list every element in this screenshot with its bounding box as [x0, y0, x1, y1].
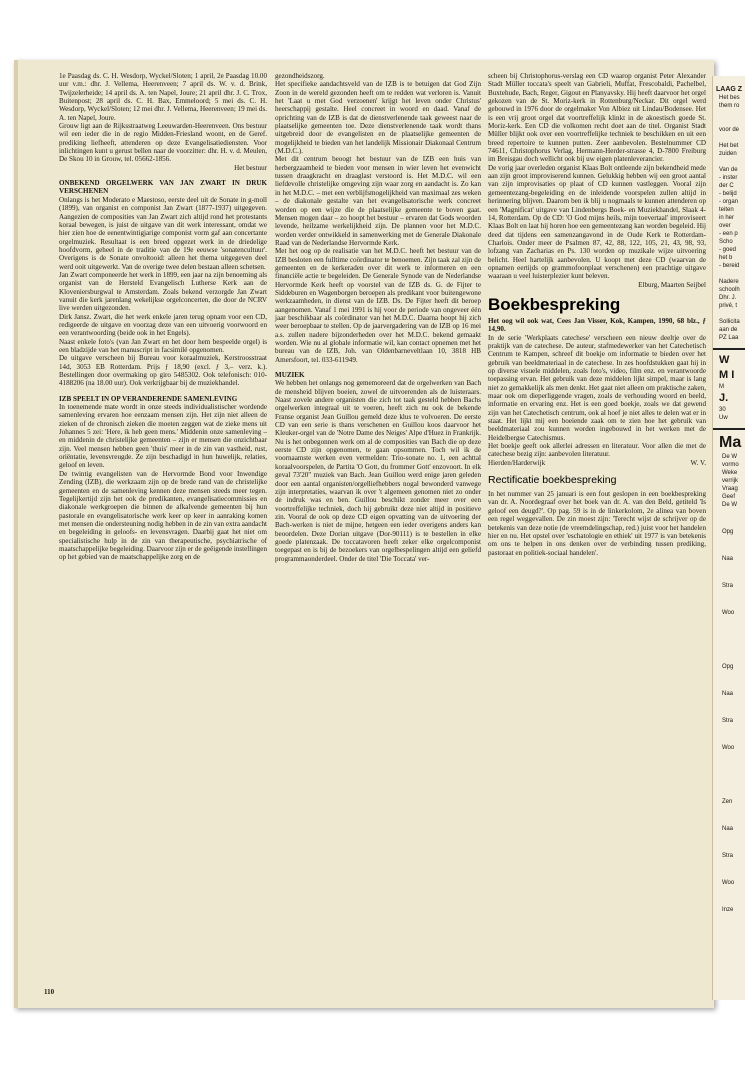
stub-line: Stra [722, 718, 734, 724]
stub-box-line: W [719, 354, 730, 366]
stub-line: privé, t [719, 303, 738, 309]
paragraph: Met dit centrum beoogt het bestuur van de IZB een huis van herbergzaamheid te bieden voor mensen in wier leven het evenwicht tussen draagkracht en draaglast verstoord is. Het M.D.C. wil een liefdevolle christelijke omgeving zijn waar zorg en aandacht is. Zo kan in het M.D.C. – met een verblijfsmogelijkheid van maximaal zes weken – de diakonale gestalte van het evangelisatorische werk concreet worden op een wijze die de plaatselijke gemeente te boven gaat. Mensen mogen daar – zo hoopt het bestuur – ervaren dat Gods woorden levende, heilzame werkelijkheid zijn. De plannen voor het M.D.C. worden verder ontwikkeld in samenwerking met de Generale Diakonale Raad van de Nederlandse Hervormde Kerk. [275, 155, 481, 247]
stub-line: Weke [722, 470, 738, 476]
stub-line: Opg [722, 529, 734, 535]
stub-line [716, 110, 745, 118]
stub-box [713, 348, 745, 422]
stub-text [713, 94, 745, 342]
stub-line [719, 627, 745, 654]
stub-line [719, 762, 745, 789]
stub-line: - goed [719, 247, 737, 253]
stub-line: Van de [719, 167, 738, 173]
stub-box-line: M I [719, 369, 735, 381]
stub-line: - inster [719, 175, 738, 181]
stub-line: Vraag [722, 486, 738, 492]
stub-line: De W [722, 454, 737, 460]
stub-line: Zen [722, 799, 733, 805]
adjacent-page-edge [712, 76, 745, 1000]
stub-form-labels [716, 519, 745, 924]
stub-box-small: 30 [719, 407, 726, 413]
stub-line: Inze [722, 907, 734, 913]
signature: Het bestuur [234, 163, 267, 172]
stub-line: Dhr. J. [719, 295, 737, 301]
stub-line: Opg [722, 664, 734, 670]
stub-line: - bereid [719, 263, 740, 269]
stub-line: Sollicita [719, 319, 740, 325]
stub-line: het b [719, 255, 733, 261]
stub-box-small: Uw [719, 415, 728, 421]
stub-box [713, 428, 745, 924]
paragraph: Dirk Jansz. Zwart, die het werk enkele jaren terug opnam voor een CD, redigeerde de uitgave en voorzag deze van een uitvoerig voorwoord en een verantwoording (beide ook in het Engels). [59, 312, 267, 338]
stub-line: Nadere [719, 279, 739, 285]
paragraph: gezondheidszorg. [275, 72, 325, 80]
stub-line: aan de [719, 327, 738, 333]
author: Hierden/Harderwijk [488, 458, 546, 467]
stub-line: Scho [719, 239, 733, 245]
stub-box-small: M [719, 384, 724, 390]
stub-line: - belijd [719, 191, 737, 197]
stub-box-title: Ma [719, 434, 742, 451]
stub-line: Het bet [719, 143, 739, 149]
stub-line: over [719, 223, 731, 229]
stub-line: Woo [722, 745, 735, 751]
paragraph: scheen bij Christophorus-verslag een CD waarop organist Peter Alexander Stadt Müller toccata's speelt van Gabrieli, Muffat, Frescobaldi, Pachelbel, Buxtehude, Bach, Reger, Gigout en Planyavsky. Hij heeft daarvoor het orgel gekozen van de St. Moriz-kerk in Rottenburg/Neckar. Dit orgel werd gebouwd in 1976 door de orgelmaker Von Albiez uit Lindau/Bodensee. Het is een vrij groot orgel dat voortreffelijk klinkt in de akoestisch goede St. Moriz-kerk. Een CD die volkomen recht doet aan de titel. Organist Stadt Müller blijkt ook over een voortreffelijke techniek te beschikken en uit een breed repertoire te kunnen putten. Zeer aanbevolen. Bestelnummer CD 74611, Christophorus Verlag, Hermann-Herder-strasse 4, D-7800 Freiburg im Breisgau doch wellicht ook bij uw eigen platenleverancier. [488, 72, 706, 164]
paragraph: De vorig jaar overleden organist Klaas Bolt ontleende zijn bekendheid mede aan zijn groot improviserend kunnen. Gelukkig hebben wij een groot aantal van zijn improvisaties op plaat of CD kunnen vastleggen. Vooral zijn gemeentezang-begeleiding en de inleidende voorspelen zullen altijd in herinnering blijven. Daarom ben ik blij u nogmaals te kunnen attenderen op een 'Magnificat' uitgave van Lindenbergs Boek- en Muziekhandel, Slaak 4-14, Rotterdam. Op de CD: 'O God mijns heils, mijn toevertaal' improviseert Klaas Bolt en laat hij horen hoe een gemeentezang kan worden begeleid. Hij deed dat tijdens een samenzangavond in de Oude Kerk te Rotterdam-Charlois. Onder meer de Psalmen 87, 42, 88, 122, 105, 21, 43, 98, 93, lofzang van Zacharias en Ps. 130 worden op muzikale wijze uitvoering belicht. Heel hartelijk aanbevolen. U koopt met deze CD (waarvan de opnamen eertijds op grammofoonplaat verschenen) een prachtige uitgave waaraan u veel luisterplezier kunt beleven. [488, 163, 706, 281]
stub-line: Naa [722, 556, 734, 562]
stub-line: schoolh [719, 287, 740, 293]
column-right [488, 72, 706, 972]
stub-line: Naa [722, 691, 734, 697]
stub-line: teiten [719, 207, 734, 213]
stub-line: Geef [722, 494, 736, 500]
page-number: 110 [44, 988, 55, 996]
paragraph: Onlangs is het Moderato e Maestoso, eerste deel uit de Sonate in g-moll (1899), van organist en componist Jan Zwart (1877-1937) uitgegeven. Aangezien de composities van Jan Zwart zich altijd rond het protestants koraal bewegen, is juist de uitgave van dit werk interessant, omdat we hier zien hoe de eenentwintigjarige componist vorm gaf aan concertante orgelmuziek. Resultaat is een breed opgezet werk in de driedelige hoofdvorm, geheel in de traditie van de 19e eeuwse 'sonatencultuur'. Overigens is de Sonate onvoltooid: alleen het thema uitgegeven deel werd ooit uitgewerkt. Van de overige twee delen bestaan alleen schetsen. [59, 195, 267, 271]
paragraph: In toenemende mate wordt in onze steeds individualistischer wordende samenleving ervaren hoe eenzaam mensen zijn. Het zijn niet alleen de zieken of de chronisch zieken die moeten zeggen wat de zieke mens uit Johannes 5 zei: 'Here, ik heb geen mens.' Middenin onze samenleving – en middenin de christelijke gemeenten – zijn er mensen die onzichtbaar zijn. Veel mensen hebben geen 'thuis' meer in de zin van vastheid, rust, oriëntatie, levensvreugde. Ze zijn beschadigd in hun huwelijk, relaties, geloof en leven. [59, 403, 267, 470]
stub-line [716, 118, 745, 126]
byline [488, 459, 706, 467]
stub-line [716, 270, 745, 278]
paragraph: Naast enkele foto's (van Jan Zwart en het door hem bespeelde orgel) is een bladzijde van het manuscript in facsimilé opgenomen. [59, 337, 267, 354]
stub-line: - een p [719, 231, 738, 237]
stub-line: der C [719, 183, 734, 189]
paragraph: Jan Zwart componeerde het werk in 1899, een jaar na zijn benoeming als organist van de Hersteld Evangelisch Lutherse Kerk aan de Kloveniersburgwal te Amsterdam. Zoals bekend verzorgde Jan Zwart vanuit die kerk jarenlang wekelijkse orgelconcerten, die door de NCRV live werden uitgezonden. [59, 270, 267, 313]
stub-line: in her [719, 215, 735, 221]
stub-heading: LAAG Z [716, 86, 743, 93]
stub-box-line: J. [719, 392, 729, 404]
paragraph: Het boekje geeft ook allerlei adressen en literatuur. Voor allen die met de catechese bezig zijn: aanbevolen literatuur. [488, 442, 706, 459]
paragraph: De twintig evangelisten van de Hervormde Bond voor Inwendige Zending (IZB), die werkzaam zijn op de brede rand van de christelijke gemeenten en de samenleving kennen deze mensen steeds meer tegen. Tegelijkertijd zijn het ook de predikanten, evangelisatiecommissies en diakonale werkgroepen die binnen de afkalvende gemeenten bij hun pastorale en evangelisatorische werk keer op keer in aanraking komen met mensen die ondersteuning nodig hebben in de zin van extra aandacht en begeleiding in geloofs- en levensvragen. Daarbij gaat het niet om specialistische hulp in de zin van therapeutische, psychiatrische of maatschappelijke begeleiding. Daarvoor zijn er de geëigende instellingen op het gebied van de maatschappelijke zorg en de [59, 469, 268, 562]
service-schedule: 1e Paasdag ds. C. H. Wesdorp, Wyckel/Sloten; 1 april, 2e Paasdag 10.00 uur v.m.: dhr. J. Vellema, Heerenveen; 7 april ds. W. v. d. Brink, Twijzelerheide; 14 april ds. A. ten Napel, Joure; 21 april dhr. J. C. Trox, Buitenpost; 28 april ds. C. H. Bax, Emmeloord; 5 mei ds. C. H. Wesdorp, Wyckel/Sloten; 12 mei dhr. J. Vellema, Heerenveen; 19 mei ds. A. ten Napel, Joure. [59, 72, 267, 122]
stub-line [716, 310, 745, 318]
paragraph: De uitgave verscheen bij Bureau voor koraalmuziek, Kerstroosstraat 14d, 3053 EB Rotterdam. Prijs ƒ 18,90 (excl. ƒ 3,– verz. k.). Bestellingen door overmaking op giro 5485302. Ook telefonisch: 010-4188206 (na 18.00 uur). Ook verkrijgbaar bij de muziekhandel. [59, 354, 267, 388]
section-title: Boekbespreking [488, 294, 621, 314]
stub-line: De W [722, 502, 737, 508]
stub-line: Het bes [719, 95, 740, 101]
column-left [59, 72, 267, 972]
book-title: Het oog wil ook wat, Cees Jan Visser, Kok, Kampen, 1990, 68 blz., ƒ 14,90. [488, 316, 706, 334]
paragraph: In de serie 'Werkplaats catechese' verscheen een nieuw deeltje over de praktijk van de catechese. De auteur, stafmedewerker van het Catechetisch Centrum te Kampen, schreef dit boekje om informatie te bieden over het gebruik van beeldmateriaal in de catechese. In zes hoofdstukken gaat hij in op diverse visuele middelen, zoals foto's, video, film enz. en verantwoorde toepassing ervan. Het gebruik van deze middelen lijkt simpel, maar is lang niet zo gemakkelijk als men denkt. Het gaat niet alleen om praktische zaken, maar ook om dieperliggende vragen, zoals de verhouding woord en beeld, informatie en ervaring enz. Het is een goed boekje, zoals we dat gewend zijn van het Catechetisch centrum, ook al hoef je niet alles te delen wat er in staat. Het lijkt mij een boeiende zaak om te zien hoe het gebruik van beeldmateriaal zou kunnen worden ingebouwd in het werken met de Heidelbergse Catechismus. [488, 333, 706, 442]
signature: Elburg, Maarten Seijbel [638, 280, 706, 289]
stub-line: PZ Laa [719, 335, 739, 341]
stub-line: them ro [719, 103, 740, 109]
column-middle [275, 72, 481, 972]
section-subtitle: Rectificatie boekbespreking [488, 474, 617, 487]
paragraph: Grouw ligt aan de Rijksstraatweg Leeuwarden-Heerenveen. Ons bestuur wil een ieder die in de regio Midden-Friesland woont, en de Geref. prediking liefheeft, attenderen op deze Evangelisatiediensten. Voor inlichtingen kunt u gerust bellen naar de voorzitter: dhr. H. v. d. Meulen, De Skou 10 in Grouw, tel. 05662-1856. [59, 122, 267, 164]
stub-line: - organ [719, 199, 739, 205]
article-heading: MUZIEK [275, 371, 305, 380]
paragraph: In het nummer van 25 januari is een fout geslopen in een boekbespreking van dr. A. Noordegraaf over het boek van dr. A. van den Beld, getiteld 'Is geloof een deugd?'. Op pag. 59 is in de linkerkolom, 2e alinea van boven een regel weggevallen. De zin moest zijn: 'Terecht wijst de schrijver op de betekenis van deze notie (de vreemdelingschap, red.) juist voor het handelen hier en nu. Het opstel over 'eschatologie en ethiek' uit 1977 is van betekenis om ons te helpen in ons denken over de verbinding tussen prediking, pastoraat en politiek-sociaal handelen'. [488, 490, 706, 557]
stub-line: Stra [722, 853, 734, 859]
stub-line: verrijk [722, 478, 738, 484]
stub-text [716, 453, 745, 509]
article-heading: ONBEKEND ORGELWERK VAN JAN ZWART IN DRUK VERSCHENEN [59, 179, 267, 196]
author-initials: W. V. [690, 458, 706, 467]
stub-line: Woo [722, 610, 735, 616]
stub-line: voor de [719, 127, 740, 133]
stub-line: zuiden [719, 151, 737, 157]
stub-line [716, 134, 745, 142]
paragraph: Met het oog op de realisatie van het M.D.C. heeft het bestuur van de IZB besloten een fulltime coördinator te benoemen. Zijn taak zal zijn de gemeenten en de kerkeraden over dit werk te informeren en een financiële actie te begeleiden. De Generale Synode van de Nederlandse Hervormde Kerk heeft op voorstel van de IZB ds. G. de Fijter te Siddeburen en Wagenborgen beroepen als predikant voor buitengewone werkzaamheden, in dienst van de IZB. Ds. De Fijter heeft dit beroep aangenomen. Vanaf 1 mei 1991 is hij voor de periode van ongeveer één jaar beschikbaar als coördinator van het M.D.C. Daarna hoopt hij zich weer beroepbaar te stellen. Op de jaarvergadering van de IZB op 16 mei a.s. zullen nadere bijzonderheden over het M.D.C. bekend gemaakt worden. Wie nu al globale informatie wil, kan contact opnemen met het bureau van de IZB, Joh. van Oldenbarneveltlaan 10, 3818 HB Amersfoort, tel. 033-611949. [275, 247, 481, 364]
stub-line: Stra [722, 583, 734, 589]
stub-line [716, 158, 745, 166]
paragraph: Het specifieke aandachtsveld van de IZB is te betuigen dat God Zijn Zoon in de wereld gezonden heeft om te redden wat verloren is. Vanuit het 'Laat u met God verzoenen' krijgt het leven onder Christus' heerschappij gestalte. Heel concreet in woord en daad. Vanaf de oprichting van de IZB is dat de dienstverlenende taak geweest naar de plaatselijke gemeenten toe. Deze dienstverlenende taak wordt thans uitgebreid door de evangelisten en de plaatselijke gemeenten de mogelijkheid te bieden van het landelijk Missionair Diakonaal Centrum (M.D.C.). [275, 80, 481, 156]
paragraph: We hebben het onlangs nog gememoreerd dat de orgelwerken van Bach de mensheid blijven boeien, zowel de uitvoerenden als de luisteraars. Naast zovele andere organisten die zich tot taak gesteld hebben Bachs orgelwerken integraal uit te voeren, heeft zich nu ook de bekende Franse organist Jean Guillou gemeld deze klus te volvoeren. De eerste CD van een serie is thans verschenen en Guillou koos daarvoor het Kleuker-orgel van de 'Notre Dame des Neiges' Alpe d'Huez in Frankrijk. Nu is het onbegonnen werk om al de composities van Bach die op deze eerste CD zijn opgenomen, te gaan opsommen. Toch wil ik de voornaamste werken even vermelden: Trio-sonate no. 1, een achttal koraalvoorspelen, de Partita 'O Gott, du frommer Gott' enzovoort. In elk geval 73'20" muziek van Bach. Jean Guillou werd enige jaren geleden door een aantal organisten/orgelliefhebbers nogal bewonderd vanwege zijn interpretaties, waarvan ik over 't algemeen genomen niet zo onder de indruk was en ben. Guillou beschikt zonder meer over een voortreffelijke techniek, doch hij gebruikt deze niet altijd in positieve zin. Vooral de ook op deze CD eigen opvatting van de uitvoering der Bach-werken is niet de mijne, hetgeen een ieder overigens anders kan beoordelen. Deze Dorian uitgave (Dor-90111) is te bestellen in elke goede platenzaak. De toccatavoren heeft zeker elke orgelcomponist toegepast en is bij de bezoekers van orgelbespelingen altijd een geliefd programmaonderdeel. Onder de titel 'Die Toccata' ver- [275, 379, 481, 563]
stub-line: Naa [722, 826, 734, 832]
stub-line: Woo [722, 880, 735, 886]
article-heading: IZB SPEELT IN OP VERANDERENDE SAMENLEVING [59, 394, 238, 403]
stub-line: vormo [722, 462, 739, 468]
